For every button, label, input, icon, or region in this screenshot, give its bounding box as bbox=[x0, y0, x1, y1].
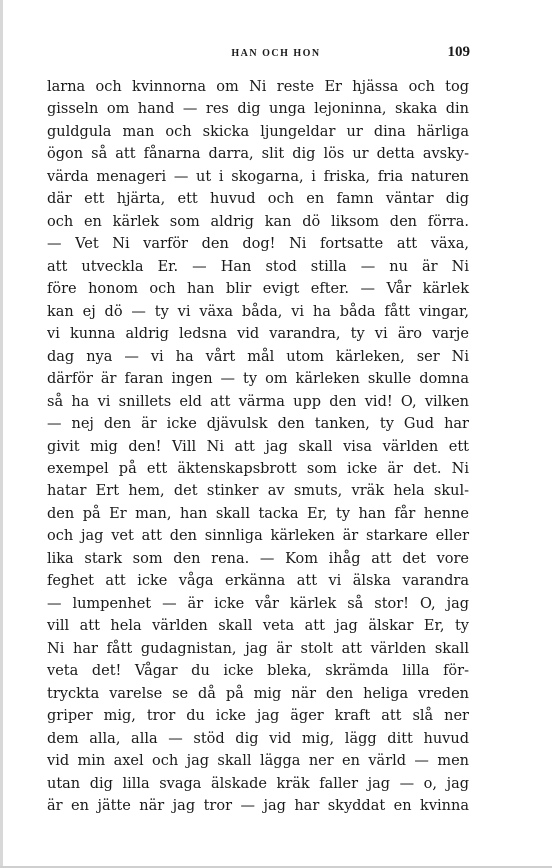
text-line: vid min axel och jag skall lägga ner en värld — men bbox=[47, 753, 469, 770]
text-line: och en kärlek som aldrig kan dö liksom den förra. bbox=[47, 213, 469, 230]
text-line: — Vet Ni varför den dog! Ni fortsatte att växa, bbox=[47, 236, 469, 253]
text-line: — nej den är icke djävulsk den tanken, ty Gud har bbox=[47, 416, 469, 433]
text-line: gisseln om hand — res dig unga lejoninna, skaka din bbox=[47, 101, 469, 118]
text-line: och jag vet att den sinnliga kärleken är starkare eller bbox=[47, 528, 469, 545]
page-header bbox=[0, 44, 552, 66]
text-line: vill att hela världen skall veta att jag älskar Er, ty bbox=[47, 618, 469, 635]
text-line: utan dig lilla svaga älskade kräk faller jag — o, jag bbox=[47, 775, 469, 792]
body-text bbox=[47, 76, 469, 817]
text-line: lika stark som den rena. — Kom ihåg att det vore bbox=[47, 550, 469, 567]
text-line: larna och kvinnorna om Ni reste Er hjässa och tog bbox=[47, 79, 469, 95]
page-number: 109 bbox=[447, 44, 470, 60]
running-title: HAN OCH HON bbox=[231, 48, 321, 59]
text-line: feghet att icke våga erkänna att vi älska varandra bbox=[47, 573, 469, 590]
text-line: att utveckla Er. — Han stod stilla — nu är Ni bbox=[47, 258, 469, 275]
text-line: dem alla, alla — stöd dig vid mig, lägg ditt huvud bbox=[47, 730, 469, 747]
page-edge-shadow bbox=[0, 0, 3, 868]
text-line: givit mig den! Vill Ni att jag skall visa världen ett bbox=[47, 438, 469, 455]
text-line: veta det! Vågar du icke bleka, skrämda lilla för- bbox=[47, 663, 469, 680]
text-line: — lumpenhet — är icke vår kärlek så stor! O, jag bbox=[47, 595, 469, 612]
text-line: före honom och han blir evigt efter. — Vår kärlek bbox=[47, 281, 469, 298]
text-line: hatar Ert hem, det stinker av smuts, vräk hela skul- bbox=[47, 483, 469, 500]
text-line: guldgula man och skicka ljungeldar ur dina härliga bbox=[47, 123, 469, 140]
text-line: ögon så att fånarna darra, slit dig lös ur detta avsky- bbox=[47, 146, 469, 163]
text-line: tryckta varelse se då på mig när den heliga vreden bbox=[47, 685, 469, 702]
text-line: den på Er man, han skall tacka Er, ty han får henne bbox=[47, 505, 469, 522]
text-line: vi kunna aldrig ledsna vid varandra, ty vi äro varje bbox=[47, 326, 469, 343]
text-line: kan ej dö — ty vi växa båda, vi ha båda fått vingar, bbox=[47, 303, 469, 320]
text-line: så ha vi snillets eld att värma upp den vid! O, vilken bbox=[47, 393, 469, 410]
text-line: exempel på ett äktenskapsbrott som icke är det. Ni bbox=[47, 460, 469, 477]
text-line: där ett hjärta, ett huvud och en famn väntar dig bbox=[47, 191, 469, 208]
text-line: värda menageri — ut i skogarna, i friska, fria naturen bbox=[47, 168, 469, 185]
text-line: därför är faran ingen — ty om kärleken skulle domna bbox=[47, 371, 469, 388]
text-line: Ni har fått gudagnistan, jag är stolt att världen skall bbox=[47, 640, 469, 657]
text-line: griper mig, tror du icke jag äger kraft att slå ner bbox=[47, 708, 469, 725]
text-line: dag nya — vi ha vårt mål utom kärleken, ser Ni bbox=[47, 348, 469, 365]
text-line: är en jätte när jag tror — jag har skyddat en kvinna bbox=[47, 798, 469, 814]
